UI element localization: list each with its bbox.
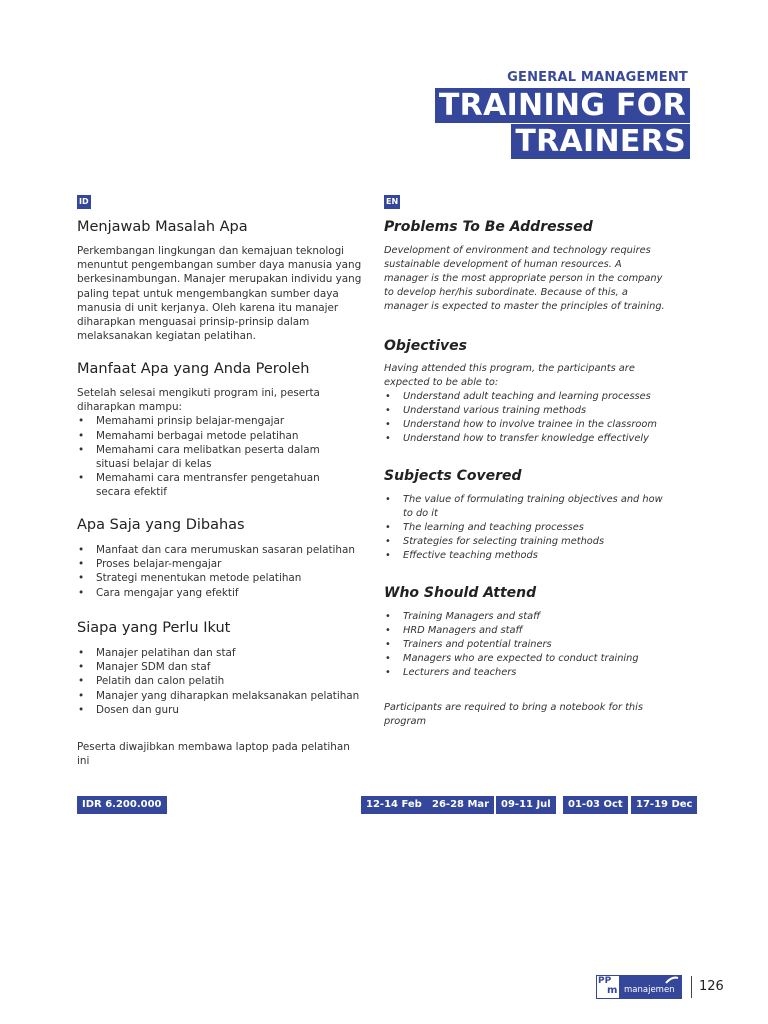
list-item: • The learning and teaching processes bbox=[384, 521, 672, 535]
list-item: • Trainers and potential trainers bbox=[384, 638, 674, 652]
page-title-line-2: TRAINERS bbox=[511, 124, 690, 159]
en-objectives-intro: Having attended this program, the participants are expected to be able to: bbox=[384, 363, 635, 388]
en-attend-block bbox=[384, 610, 674, 680]
footer-divider bbox=[691, 976, 692, 998]
id-benefits-heading: Manfaat Apa yang Anda Peroleh bbox=[77, 361, 310, 377]
list-item: • Cara mengajar yang efektif bbox=[77, 586, 362, 600]
en-objectives-list bbox=[384, 390, 669, 446]
logo-swoosh-icon bbox=[665, 976, 679, 984]
id-subjects-list bbox=[77, 543, 362, 600]
schedule-badge: 01-03 Oct bbox=[563, 796, 628, 814]
en-objectives-block bbox=[384, 362, 669, 446]
en-attend-heading: Who Should Attend bbox=[384, 585, 537, 601]
language-tag-id: ID bbox=[77, 195, 91, 209]
id-benefits-intro: Setelah selesai mengikuti program ini, peserta diharapkan mampu: bbox=[77, 387, 320, 414]
list-item: • Training Managers and staff bbox=[384, 610, 674, 624]
en-subjects-block bbox=[384, 493, 672, 563]
list-item: • Manajer SDM dan staf bbox=[77, 660, 367, 674]
en-attend-list bbox=[384, 610, 674, 680]
id-attend-block bbox=[77, 646, 367, 717]
list-item: • Understand how to involve trainee in the classroom bbox=[384, 418, 669, 432]
en-subjects-heading: Subjects Covered bbox=[384, 468, 522, 484]
list-item: • Strategies for selecting training methods bbox=[384, 535, 672, 549]
list-item: • Proses belajar-mengajar bbox=[77, 557, 362, 571]
schedule-badge: 12-14 Feb bbox=[361, 796, 427, 814]
id-note: Peserta diwajibkan membawa laptop pada pelatihan ini bbox=[77, 741, 350, 768]
list-item: • Lecturers and teachers bbox=[384, 666, 674, 680]
logo-m-text: m bbox=[607, 985, 618, 996]
en-subjects-list bbox=[384, 493, 672, 563]
id-problems-heading: Menjawab Masalah Apa bbox=[77, 219, 248, 235]
schedule-badge: 17-19 Dec bbox=[631, 796, 697, 814]
logo-wordmark: manajemen bbox=[624, 985, 675, 995]
id-benefits-list bbox=[77, 414, 349, 499]
list-item: • Dosen dan guru bbox=[77, 703, 367, 717]
list-item: • Manajer pelatihan dan staf bbox=[77, 646, 367, 660]
list-item: • Understand how to transfer knowledge effectively bbox=[384, 432, 669, 446]
list-item: • Effective teaching methods bbox=[384, 549, 672, 563]
list-item: • Manfaat dan cara merumuskan sasaran pelatihan bbox=[77, 543, 362, 557]
list-item: • The value of formulating training objectives and how to do it bbox=[384, 493, 672, 521]
en-problems-heading: Problems To Be Addressed bbox=[384, 219, 593, 235]
id-attend-list bbox=[77, 646, 367, 717]
en-objectives-heading: Objectives bbox=[384, 338, 467, 354]
list-item: • Strategi menentukan metode pelatihan bbox=[77, 571, 362, 585]
list-item: • Manajer yang diharapkan melaksanakan pelatihan bbox=[77, 689, 367, 703]
list-item: • Understand various training methods bbox=[384, 404, 669, 418]
list-item: • Managers who are expected to conduct training bbox=[384, 652, 674, 666]
id-problems-text: Perkembangan lingkungan dan kemajuan teknologi menuntut pengembangan sumber daya manusia yang berkesinambungan. Manajer merupakan individu yang paling tepat untuk mengembangkan sumber daya manusia di unit kerjanya. Oleh karena itu manajer diharapkan menguasai prinsip-prinsip dalam melaksanakan kegiatan pelatihan. bbox=[77, 245, 362, 343]
en-note: Participants are required to bring a notebook for this program bbox=[384, 702, 643, 727]
price-badge: IDR 6.200.000 bbox=[77, 796, 167, 814]
logo-text-bar bbox=[619, 975, 682, 999]
id-subjects-block bbox=[77, 543, 362, 600]
list-item: • Pelatih dan calon pelatih bbox=[77, 674, 367, 688]
language-tag-en: EN bbox=[384, 195, 400, 209]
id-benefits-block bbox=[77, 386, 349, 500]
list-item: • Memahami cara mentransfer pengetahuan secara efektif bbox=[77, 471, 349, 499]
ppm-logo-mark bbox=[596, 975, 620, 999]
logo-pp-text: PP bbox=[598, 976, 612, 986]
en-problems-text: Development of environment and technology requires sustainable development of human resources. A manager is the most appropriate person in the company to develop her/his subordinate. Because of this, a manager is expected to master the principles of training. bbox=[384, 245, 665, 312]
list-item: • Memahami cara melibatkan peserta dalam situasi belajar di kelas bbox=[77, 443, 349, 471]
list-item: • Memahami berbagai metode pelatihan bbox=[77, 429, 349, 443]
list-item: • Memahami prinsip belajar-mengajar bbox=[77, 414, 349, 428]
list-item: • HRD Managers and staff bbox=[384, 624, 674, 638]
id-attend-heading: Siapa yang Perlu Ikut bbox=[77, 620, 231, 636]
id-subjects-heading: Apa Saja yang Dibahas bbox=[77, 517, 245, 533]
page-number: 126 bbox=[699, 979, 724, 994]
page-title-line-1: TRAINING FOR bbox=[435, 88, 690, 123]
schedule-badge: 09-11 Jul bbox=[496, 796, 556, 814]
category-label: GENERAL MANAGEMENT bbox=[507, 70, 688, 85]
list-item: • Understand adult teaching and learning processes bbox=[384, 390, 669, 404]
schedule-badge: 26-28 Mar bbox=[427, 796, 494, 814]
ppm-logo bbox=[596, 975, 682, 999]
